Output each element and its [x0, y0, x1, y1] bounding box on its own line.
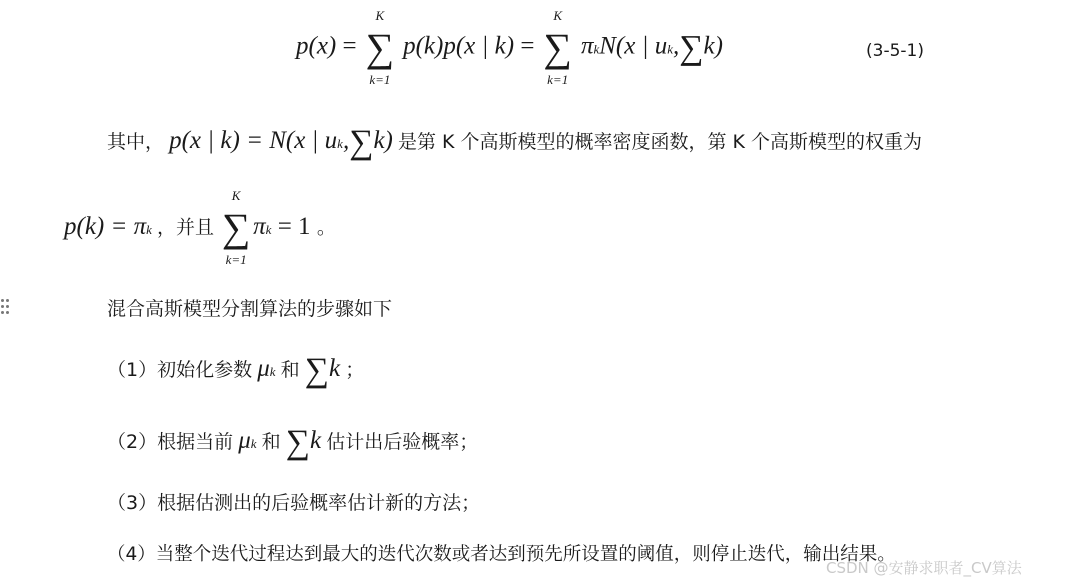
- step-4: （4）当整个迭代过程达到最大的迭代次数或者达到预先所设置的阈值，则停止迭代，输出结果。: [107, 544, 896, 565]
- step-3: （3）根据估测出的后验概率估计新的方法；: [107, 492, 481, 514]
- sum-symbol-2: K ∑ k=1: [543, 8, 572, 87]
- paragraph-1: 其中， p(x | k) = N(x | uk,∑k) 是第 K 个高斯模型的概率密度函数，第 K 个高斯模型的权重为: [107, 124, 923, 161]
- drag-handle-icon[interactable]: [0, 298, 10, 316]
- step-1: （1）初始化参数 μk 和 ∑k ；: [107, 352, 365, 389]
- equation-3-5-1: p(x) = K ∑ k=1 p(k)p(x | k) = K ∑ k=1 πkN(x | uk,∑k): [296, 8, 723, 87]
- step-2: （2）根据当前 μk 和 ∑k 估计出后验概率；: [107, 424, 479, 461]
- eq-lhs: p(x): [296, 32, 337, 60]
- sum-symbol-3: K ∑ k=1: [221, 188, 251, 267]
- sum-symbol: K ∑ k=1: [365, 8, 395, 87]
- steps-heading: 混合高斯模型分割算法的步骤如下: [107, 298, 393, 320]
- eq-term1: p(k)p(x | k): [403, 32, 515, 60]
- equation-number: (3-5-1): [866, 41, 924, 61]
- paragraph-2: p(k) = πk ，并且 K ∑ k=1 πk = 1 。: [64, 188, 336, 267]
- watermark: CSDN @安静求职者_CV算法: [826, 559, 1022, 577]
